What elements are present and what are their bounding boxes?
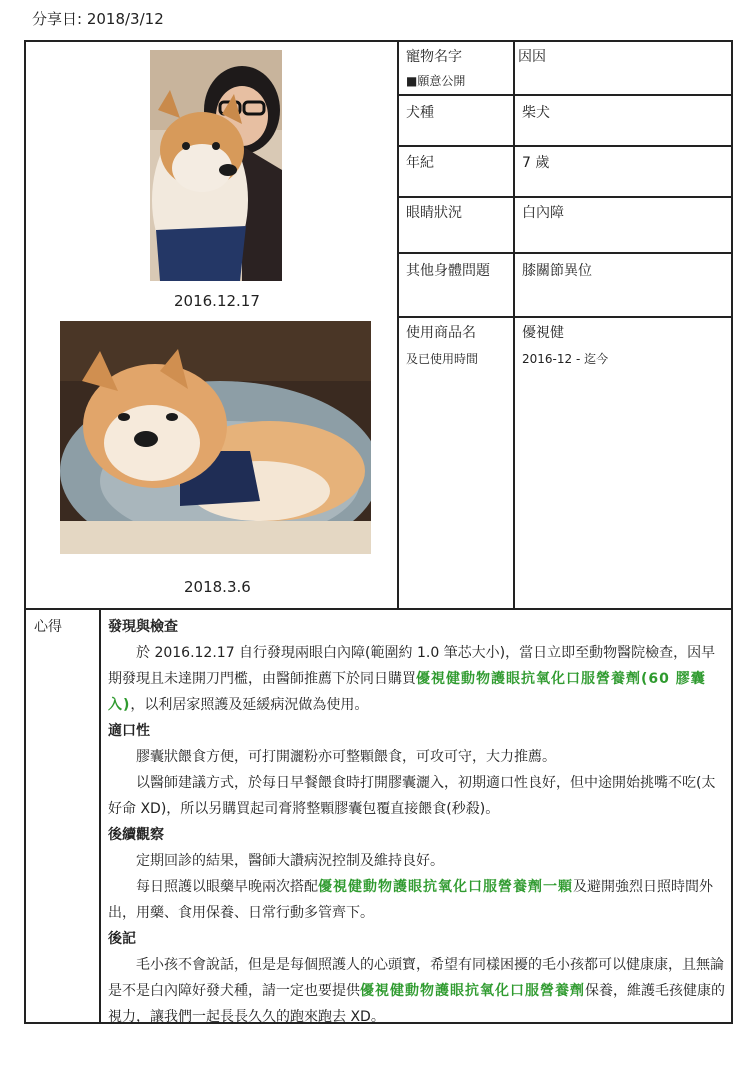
photo-column xyxy=(26,42,398,608)
divider xyxy=(397,94,733,96)
paragraph-daily-care xyxy=(108,874,726,926)
other-value: 膝關節異位 xyxy=(522,263,592,279)
other-label: 其他身體問題 xyxy=(406,263,490,279)
heading-palatability: 適口性 xyxy=(108,723,150,739)
photo-caption: 2016.12.17 xyxy=(174,292,260,310)
product-time-value: 2016-12 - 迄今 xyxy=(522,352,609,366)
eye-value: 白內障 xyxy=(522,205,564,221)
product-label: 使用商品名 xyxy=(406,325,476,341)
text: 每日照護以眼藥早晚兩次搭配 xyxy=(136,879,318,895)
paragraph-feeding: 以醫師建議方式，於每日早餐餵食時打開膠囊灑入，初期適口性良好，但中途開始挑嘴不吃(太好命 XD)，所以另購買起司膏將整顆膠囊包覆直接餵食(秒殺)。 xyxy=(108,775,716,817)
dog-photo-2016 xyxy=(150,50,282,281)
share-date: 分享日: 2018/3/12 xyxy=(32,10,164,28)
product-highlight: 優視健動物護眼抗氧化口服營養劑 xyxy=(360,983,585,999)
divider xyxy=(513,42,515,608)
paragraph-afterword xyxy=(108,952,726,1030)
public-checkbox-label: ■願意公開 xyxy=(406,74,466,88)
text: 及避開強烈日照時間外出，用藥、食用保養、日常行動多管齊下。 xyxy=(108,879,713,921)
eye-label: 眼睛狀況 xyxy=(406,205,462,221)
text: 保養，維護毛孩健康的視力，讓我們一起長長久久的跑來跑去 XD。 xyxy=(108,983,725,1025)
name-value: 因因 xyxy=(518,49,546,65)
divider xyxy=(397,316,733,318)
divider xyxy=(99,608,101,1024)
paragraph-checkup: 定期回診的結果，醫師大讚病況控制及維持良好。 xyxy=(136,853,444,869)
divider xyxy=(397,145,733,147)
heading-followup: 後續觀察 xyxy=(108,827,164,843)
text: ，以利居家照護及延緩病況做為使用。 xyxy=(130,697,369,713)
paragraph-palatability: 膠囊狀餵食方便，可打開灑粉亦可整顆餵食，可攻可守，大力推薦。 xyxy=(136,749,556,765)
breed-value: 柴犬 xyxy=(522,105,550,121)
divider xyxy=(397,196,733,198)
text: 毛小孩不會說話，但是是每個照護人的心頭寶，希望有同樣困擾的毛小孩都可以健康康，且無論是不是白內障好發犬種，請一定也要提供 xyxy=(108,957,724,999)
notes-body xyxy=(108,614,726,1030)
divider xyxy=(397,252,733,254)
breed-label: 犬種 xyxy=(406,105,434,121)
age-value: 7 歲 xyxy=(522,155,550,171)
name-label: 寵物名字 xyxy=(406,49,462,65)
photo-caption: 2018.3.6 xyxy=(184,578,251,596)
pet-record-table xyxy=(24,40,733,1024)
text: 於 2016.12.17 自行發現兩眼白內障(範圍約 1.0 筆芯大小)，當日立即至動物醫院檢查，因早期發現且未達開刀門檻，由醫師推薦下於同日購買 xyxy=(108,645,716,687)
heading-afterword: 後記 xyxy=(108,931,136,947)
paragraph-discovery xyxy=(108,640,726,718)
product-value: 優視健 xyxy=(522,325,564,341)
heading-discovery: 發現與檢查 xyxy=(108,619,178,635)
product-highlight: 優視健動物護眼抗氧化口服營養劑(60 膠囊入) xyxy=(108,671,706,713)
age-label: 年紀 xyxy=(406,155,434,171)
product-highlight: 優視健動物護眼抗氧化口服營養劑一顆 xyxy=(318,879,573,895)
divider xyxy=(26,608,733,610)
notes-label: 心得 xyxy=(34,619,62,635)
product-time-label: 及已使用時間 xyxy=(406,352,479,366)
dog-photo-2018 xyxy=(60,321,371,554)
